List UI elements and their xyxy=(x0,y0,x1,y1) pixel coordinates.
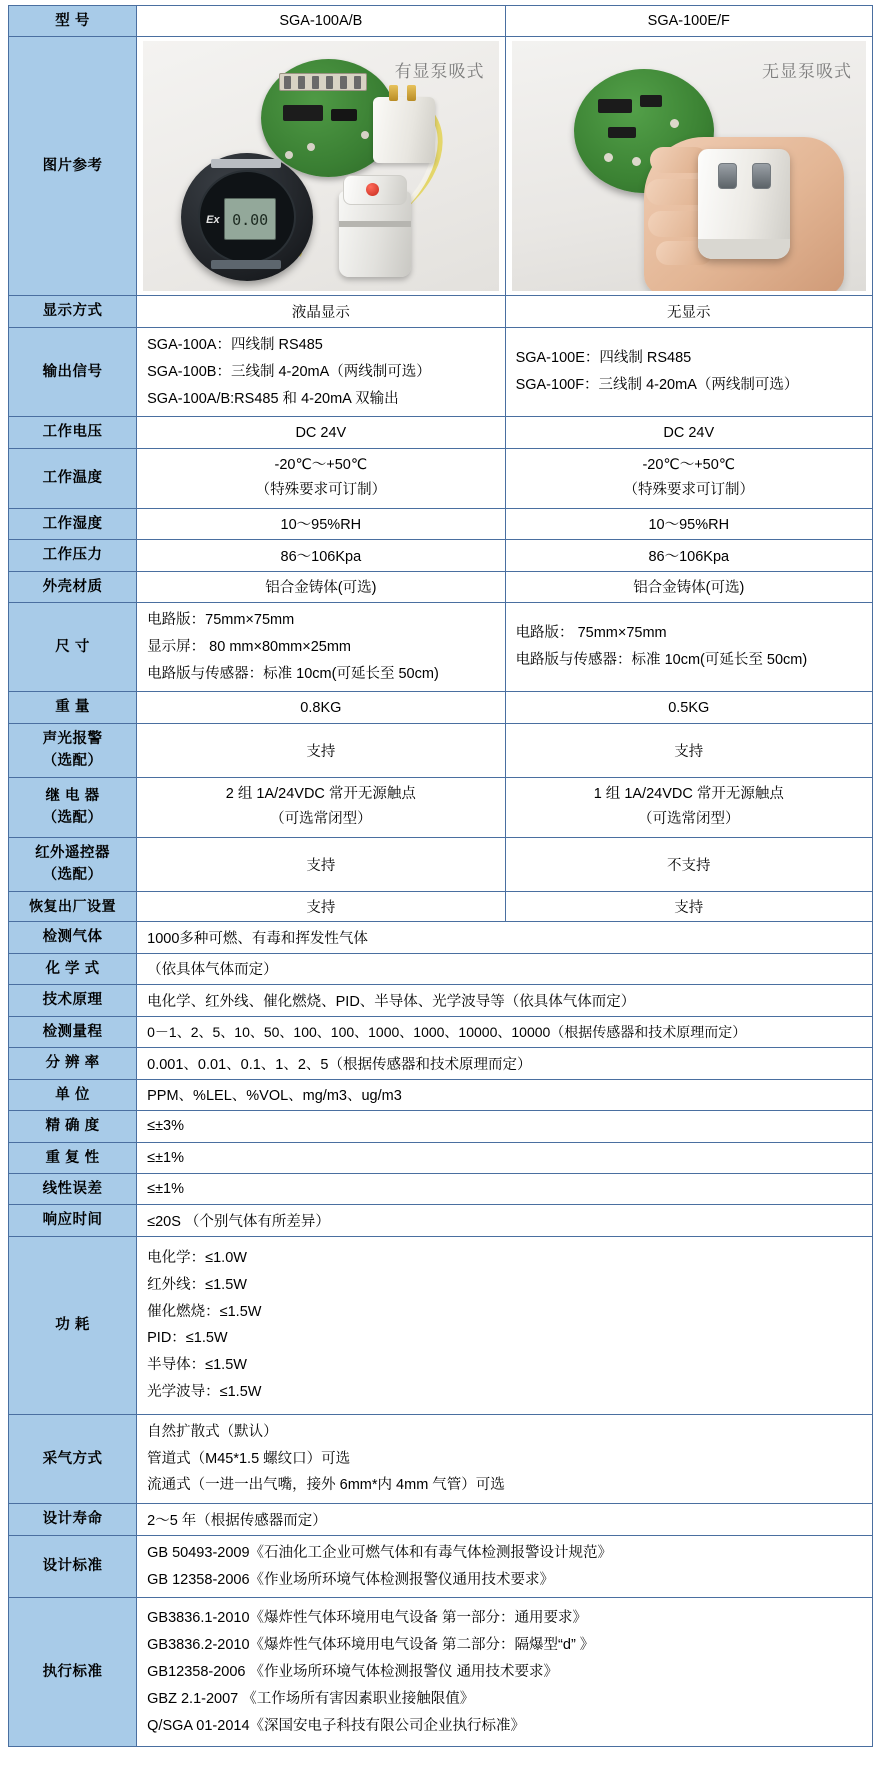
cell-working-temperature-a xyxy=(137,448,505,508)
photo-caption-a: 有显泵吸式 xyxy=(394,62,485,82)
product-photo-a xyxy=(143,41,498,291)
table-row xyxy=(9,571,873,602)
meter-face xyxy=(198,170,296,264)
component-dot xyxy=(361,131,369,139)
cell-model-a: SGA-100A/B xyxy=(137,6,505,37)
cell-relay-b xyxy=(505,777,872,837)
row-label-accuracy: 精 确 度 xyxy=(9,1111,137,1142)
row-label-dimensions: 尺 寸 xyxy=(9,603,137,692)
row-label-repeatability: 重 复 性 xyxy=(9,1142,137,1173)
row-label-working-humidity: 工作湿度 xyxy=(9,508,137,539)
table-row xyxy=(9,37,873,296)
text-line: 光学波导：≤1.5W xyxy=(147,1383,262,1400)
row-label-detected-gas: 检测气体 xyxy=(9,922,137,953)
cell-repeatability: ≤±1% xyxy=(137,1142,873,1173)
cell-unit: PPM、%LEL、%VOL、mg/m3、ug/m3 xyxy=(137,1079,873,1110)
table-row xyxy=(9,1535,873,1598)
cell-photo-b xyxy=(505,37,872,296)
text-line: GB 50493-2009《石油化工企业可燃气体和有毒气体检测报警设计规范》 xyxy=(147,1544,613,1561)
cell-factory-reset-b: 支持 xyxy=(505,891,872,922)
text-line: SGA-100A：四线制 RS485 xyxy=(147,336,323,353)
row-label-photo: 图片参考 xyxy=(9,37,137,296)
cell-output-signal-b xyxy=(505,327,872,416)
cell-infrared-remote-a: 支持 xyxy=(137,837,505,891)
cell-accuracy: ≤±3% xyxy=(137,1111,873,1142)
row-label-weight: 重 量 xyxy=(9,692,137,723)
cell-working-pressure-a: 86～106Kpa xyxy=(137,540,505,571)
text-line: Q/SGA 01-2014《深国安电子科技有限公司企业执行标准》 xyxy=(147,1717,526,1734)
row-label-output-signal: 输出信号 xyxy=(9,327,137,416)
row-label-model: 型 号 xyxy=(9,6,137,37)
table-row xyxy=(9,922,873,953)
row-label-working-pressure: 工作压力 xyxy=(9,540,137,571)
text-line: 红外线：≤1.5W xyxy=(147,1276,247,1293)
row-label-linear-error: 线性误差 xyxy=(9,1173,137,1204)
text-line: 红外遥控器 xyxy=(35,844,111,861)
cell-output-signal-a xyxy=(137,327,505,416)
cell-audible-visual-alarm-b: 支持 xyxy=(505,723,872,777)
terminal-block-icon xyxy=(279,73,367,91)
table-row xyxy=(9,891,873,922)
table-row xyxy=(9,1414,873,1503)
cell-tech-principle: 电化学、红外线、催化燃烧、PID、半导体、光学波导等（依具体气体而定） xyxy=(137,985,873,1016)
row-label-detection-range: 检测量程 xyxy=(9,1016,137,1047)
text-line: （特殊要求可订制） xyxy=(255,482,387,499)
table-row xyxy=(9,1598,873,1747)
row-label-infrared-remote xyxy=(9,837,137,891)
table-row xyxy=(9,1504,873,1535)
photo-caption-b: 无显泵吸式 xyxy=(762,62,852,82)
cell-weight-a: 0.8KG xyxy=(137,692,505,723)
cell-execution-standard xyxy=(137,1598,873,1747)
text-line: 继 电 器 xyxy=(45,787,100,804)
lcd-display-meter xyxy=(181,153,313,281)
cell-infrared-remote-b: 不支持 xyxy=(505,837,872,891)
row-label-execution-standard: 执行标准 xyxy=(9,1598,137,1747)
text-line: （可选常闭型） xyxy=(638,811,740,828)
row-label-tech-principle: 技术原理 xyxy=(9,985,137,1016)
text-line: 半导体：≤1.5W xyxy=(147,1357,247,1374)
cell-sampling-method xyxy=(137,1414,873,1503)
cell-working-temperature-b xyxy=(505,448,872,508)
table-row xyxy=(9,1048,873,1079)
row-label-audible-visual-alarm xyxy=(9,723,137,777)
cell-model-b: SGA-100E/F xyxy=(505,6,872,37)
cell-factory-reset-a: 支持 xyxy=(137,891,505,922)
table-row xyxy=(9,1079,873,1110)
cell-housing-material-a: 铝合金铸体(可选) xyxy=(137,571,505,602)
text-line: 电路版与传感器：标准 10cm(可延长至 50cm) xyxy=(147,665,439,682)
text-line: PID：≤1.5W xyxy=(147,1330,228,1347)
cell-display-mode-b: 无显示 xyxy=(505,296,872,327)
cell-resolution: 0.001、0.01、0.1、1、2、5（根据传感器和技术原理而定） xyxy=(137,1048,873,1079)
row-label-power-consumption: 功 耗 xyxy=(9,1236,137,1414)
text-line: GBZ 2.1-2007 《工作场所有害因素职业接触限值》 xyxy=(147,1690,475,1707)
pump-sensor-housing-b xyxy=(698,149,790,259)
row-label-design-life: 设计寿命 xyxy=(9,1504,137,1535)
text-line: （可选常闭型） xyxy=(270,811,372,828)
cell-housing-material-b: 铝合金铸体(可选) xyxy=(505,571,872,602)
component-dot xyxy=(307,143,315,151)
cell-photo-a xyxy=(137,37,505,296)
table-row xyxy=(9,1142,873,1173)
cell-dimensions-a xyxy=(137,603,505,692)
table-row xyxy=(9,1205,873,1236)
table-row xyxy=(9,6,873,37)
text-line: （选配） xyxy=(42,867,103,884)
cell-weight-b: 0.5KG xyxy=(505,692,872,723)
row-label-working-voltage: 工作电压 xyxy=(9,417,137,448)
table-row xyxy=(9,603,873,692)
text-line: 电路版：75mm×75mm xyxy=(147,612,295,628)
table-row xyxy=(9,692,873,723)
table-row xyxy=(9,953,873,984)
table-row xyxy=(9,327,873,416)
text-line: GB12358-2006 《作业场所环境气体检测报警仪 通用技术要求》 xyxy=(147,1663,559,1680)
text-line: （选配） xyxy=(42,810,103,827)
text-line: 声光报警 xyxy=(42,730,103,747)
cell-linear-error: ≤±1% xyxy=(137,1173,873,1204)
cell-response-time: ≤20S （个别气体有所差异） xyxy=(137,1205,873,1236)
row-label-sampling-method: 采气方式 xyxy=(9,1414,137,1503)
table-row xyxy=(9,508,873,539)
table-row xyxy=(9,837,873,891)
cell-working-humidity-b: 10～95%RH xyxy=(505,508,872,539)
chip-icon xyxy=(283,105,323,121)
text-line: SGA-100A/B:RS485 和 4-20mA 双输出 xyxy=(147,390,399,407)
gas-outlet-port xyxy=(752,163,771,189)
cell-power-consumption xyxy=(137,1236,873,1414)
table-row xyxy=(9,448,873,508)
row-label-housing-material: 外壳材质 xyxy=(9,571,137,602)
row-label-chemical-formula: 化 学 式 xyxy=(9,953,137,984)
text-line: SGA-100F：三线制 4-20mA（两线制可选） xyxy=(515,377,799,394)
text-line: 自然扩散式（默认） xyxy=(147,1423,278,1440)
product-photo-b xyxy=(512,41,866,291)
text-line: -20℃～+50℃ xyxy=(274,456,368,473)
text-line: 电路版与传感器：标准 10cm(可延长至 50cm) xyxy=(515,652,808,669)
table-row xyxy=(9,540,873,571)
row-label-design-standard: 设计标准 xyxy=(9,1535,137,1598)
gas-sensor-gold-pins xyxy=(373,97,435,163)
cell-design-standard xyxy=(137,1535,873,1598)
text-line: 1 组 1A/24VDC 常开无源触点 xyxy=(593,785,784,802)
cell-design-life: 2～5 年（根据传感器而定） xyxy=(137,1504,873,1535)
text-line: -20℃～+50℃ xyxy=(642,456,736,473)
table-row xyxy=(9,1111,873,1142)
text-line: （选配） xyxy=(42,753,103,770)
text-line: 流通式（一进一出气嘴，接外 6mm*内 4mm 气管）可选 xyxy=(147,1477,505,1494)
table-row xyxy=(9,985,873,1016)
cell-detection-range: 0－1、2、5、10、50、100、100、1000、1000、10000、10000（根据传感器和技术原理而定） xyxy=(137,1016,873,1047)
text-line: SGA-100B：三线制 4-20mA（两线制可选） xyxy=(147,363,431,380)
cell-working-voltage-a: DC 24V xyxy=(137,417,505,448)
pump-sensor-housing xyxy=(339,191,411,277)
table-row xyxy=(9,723,873,777)
table-row xyxy=(9,1016,873,1047)
table-row xyxy=(9,417,873,448)
cell-chemical-formula: （依具体气体而定） xyxy=(137,953,873,984)
row-label-working-temperature: 工作温度 xyxy=(9,448,137,508)
cell-audible-visual-alarm-a: 支持 xyxy=(137,723,505,777)
text-line: （特殊要求可订制） xyxy=(623,482,755,499)
component-dot xyxy=(285,151,293,159)
text-line: GB 12358-2006《作业场所环境气体检测报警仪通用技术要求》 xyxy=(147,1571,555,1588)
cell-detected-gas: 1000多种可燃、有毒和挥发性气体 xyxy=(137,922,873,953)
row-label-response-time: 响应时间 xyxy=(9,1205,137,1236)
row-label-factory-reset: 恢复出厂设置 xyxy=(9,891,137,922)
cell-working-voltage-b: DC 24V xyxy=(505,417,872,448)
text-line: GB3836.2-2010《爆炸性气体环境用电气设备 第二部分：隔爆型“d” 》 xyxy=(147,1637,595,1654)
row-label-relay xyxy=(9,777,137,837)
cell-dimensions-b xyxy=(505,603,872,692)
cell-working-humidity-a: 10～95%RH xyxy=(137,508,505,539)
specification-table xyxy=(8,5,873,1747)
chip-icon xyxy=(331,109,357,121)
table-row xyxy=(9,1173,873,1204)
table-row xyxy=(9,296,873,327)
lcd-screen: 0.00 xyxy=(224,198,276,240)
cell-display-mode-a: 液晶显示 xyxy=(137,296,505,327)
text-line: 2 组 1A/24VDC 常开无源触点 xyxy=(225,785,416,802)
row-label-display-mode: 显示方式 xyxy=(9,296,137,327)
table-row xyxy=(9,777,873,837)
text-line: 电路版： 75mm×75mm xyxy=(515,625,667,642)
ex-mark-icon: Ex xyxy=(206,214,220,227)
text-line: 电化学：≤1.0W xyxy=(147,1249,247,1266)
gas-inlet-port xyxy=(718,163,737,189)
row-label-resolution: 分 辨 率 xyxy=(9,1048,137,1079)
text-line: 显示屏： 80 mm×80mm×25mm xyxy=(147,638,351,655)
text-line: 催化燃烧：≤1.5W xyxy=(147,1303,262,1320)
cell-working-pressure-b: 86～106Kpa xyxy=(505,540,872,571)
text-line: 管道式（M45*1.5 螺纹口）可选 xyxy=(147,1450,351,1467)
text-line: GB3836.1-2010《爆炸性气体环境用电气设备 第一部分：通用要求》 xyxy=(147,1610,588,1627)
cell-relay-a xyxy=(137,777,505,837)
table-row xyxy=(9,1236,873,1414)
row-label-unit: 单 位 xyxy=(9,1079,137,1110)
text-line: SGA-100E：四线制 RS485 xyxy=(515,350,692,367)
